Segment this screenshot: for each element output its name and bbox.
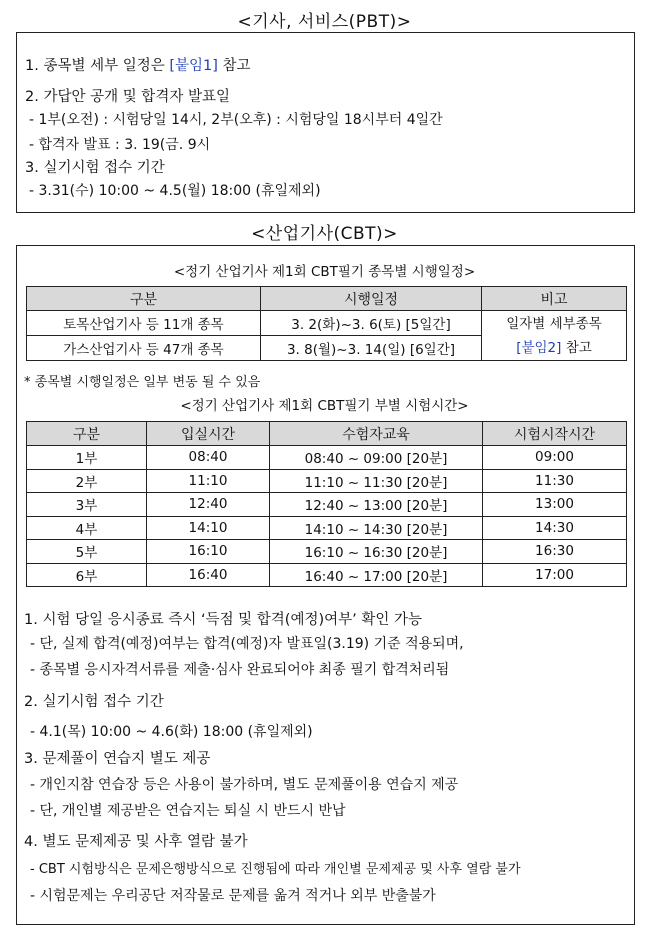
table2-cell: 1부 [27, 446, 147, 470]
cbt-note-1a: - 단, 실제 합격(예정)여부는 합격(예정)자 발표일(3.19) 기준 적용되며, [30, 636, 464, 652]
table2-cell: 08:40 ~ 09:00 [20분] [270, 446, 483, 470]
table1-cell: 가스산업기사 등 47개 종목 [27, 336, 261, 361]
pbt-item-3: 3. 실기시험 접수 기간 [25, 160, 165, 176]
table2-cell: 08:40 [147, 446, 270, 470]
table-row [27, 563, 627, 587]
table-row [27, 540, 627, 564]
cbt-note-3: 3. 문제풀이 연습지 별도 제공 [24, 751, 211, 767]
pbt-title: <기사, 서비스(PBT)> [237, 12, 412, 32]
table2-cell: 2부 [27, 469, 147, 493]
cbt-note-3b: - 단, 개인별 제공받은 연습지는 퇴실 시 반드시 반납 [30, 803, 346, 819]
table1-note-line1: 일자별 세부종목 [506, 315, 602, 332]
table2-cell: 11:10 ~ 11:30 [20분] [270, 469, 483, 493]
table1-cell: 토목산업기사 등 11개 종목 [27, 311, 261, 336]
table2-caption: <정기 산업기사 제1회 CBT필기 부별 시험시간> [180, 398, 469, 414]
table1-header-category: 구분 [27, 287, 261, 311]
table-row [27, 493, 627, 517]
table2-cell: 12:40 [147, 493, 270, 517]
table2-header-session: 구분 [27, 422, 147, 446]
pbt-item-2a: - 1부(오전) : 시험당일 14시, 2부(오후) : 시험당일 18시부터 4일간 [29, 112, 443, 128]
schedule-table [26, 286, 627, 361]
table2-cell: 14:30 [483, 516, 627, 540]
table1-note-cell [482, 311, 627, 361]
pbt-item-1-text: 1. 종목별 세부 일정은 [25, 58, 170, 74]
table2-cell: 12:40 ~ 13:00 [20분] [270, 493, 483, 517]
table2-cell: 16:40 [147, 563, 270, 587]
cbt-note-1b: - 종목별 응시자격서류를 제출·심사 완료되어야 최종 필기 합격처리됨 [30, 662, 450, 678]
table2-cell: 14:10 ~ 14:30 [20분] [270, 516, 483, 540]
session-table [26, 421, 627, 587]
table2-cell: 16:10 [147, 540, 270, 564]
table1-note-line2 [482, 336, 626, 360]
table2-cell: 14:10 [147, 516, 270, 540]
table2-cell: 4부 [27, 516, 147, 540]
cbt-note-4: 4. 별도 문제제공 및 사후 열람 불가 [24, 834, 248, 850]
attachment-1-link[interactable]: [붙임1] [169, 58, 218, 74]
table2-cell: 16:10 ~ 16:30 [20분] [270, 540, 483, 564]
table1-caption: <정기 산업기사 제1회 CBT필기 종목별 시행일정> [173, 264, 476, 280]
pbt-item-2b: - 합격자 발표 : 3. 19(금. 9시 [29, 137, 211, 153]
pbt-item-3a: - 3.31(수) 10:00 ~ 4.5(월) 18:00 (휴일제외) [29, 183, 321, 199]
table1-note-suffix: 참고 [561, 339, 592, 356]
cbt-note-3a: - 개인지참 연습장 등은 사용이 불가하며, 별도 문제풀이용 연습지 제공 [30, 777, 459, 793]
pbt-item-1 [25, 54, 251, 75]
table2-cell: 3부 [27, 493, 147, 517]
table2-header-start: 시험시작시간 [483, 422, 627, 446]
table-row [27, 516, 627, 540]
table2-cell: 6부 [27, 563, 147, 587]
cbt-note-4b: - 시험문제는 우리공단 저작물로 문제를 옮겨 적거나 외부 반출불가 [30, 888, 436, 904]
table2-cell: 11:10 [147, 469, 270, 493]
table1-cell: 3. 2(화)~3. 6(토) [5일간] [261, 311, 482, 336]
table-row [27, 311, 627, 336]
table2-cell: 5부 [27, 540, 147, 564]
cbt-note-1: 1. 시험 당일 응시종료 즉시 ‘득점 및 합격(예정)여부’ 확인 가능 [24, 612, 423, 628]
table2-cell: 13:00 [483, 493, 627, 517]
table2-cell: 16:40 ~ 17:00 [20분] [270, 563, 483, 587]
table-row [27, 469, 627, 493]
table2-cell: 11:30 [483, 469, 627, 493]
table2-cell: 09:00 [483, 446, 627, 470]
cbt-note-4a: - CBT 시험방식은 문제은행방식으로 진행됨에 따라 개인별 문제제공 및 사후 열람 불가 [30, 862, 521, 877]
table1-header-note: 비고 [482, 287, 627, 311]
table2-header-entry: 입실시간 [147, 422, 270, 446]
cbt-title: <산업기사(CBT)> [251, 224, 398, 244]
table1-header-schedule: 시행일정 [261, 287, 482, 311]
schedule-footnote: * 종목별 시행일정은 일부 변동 될 수 있음 [24, 375, 261, 390]
table1-cell: 3. 8(월)~3. 14(일) [6일간] [261, 336, 482, 361]
pbt-item-1-suffix: 참고 [217, 58, 251, 74]
cbt-note-2: 2. 실기시험 접수 기간 [24, 694, 164, 710]
pbt-item-2: 2. 가답안 공개 및 합격자 발표일 [25, 89, 230, 105]
cbt-note-2a: - 4.1(목) 10:00 ~ 4.6(화) 18:00 (휴일제외) [30, 724, 313, 740]
table-row [27, 446, 627, 470]
attachment-2-link[interactable]: [붙임2] [516, 339, 562, 356]
pbt-box [16, 32, 635, 213]
table2-header-orientation: 수험자교육 [270, 422, 483, 446]
table2-cell: 16:30 [483, 540, 627, 564]
table2-cell: 17:00 [483, 563, 627, 587]
